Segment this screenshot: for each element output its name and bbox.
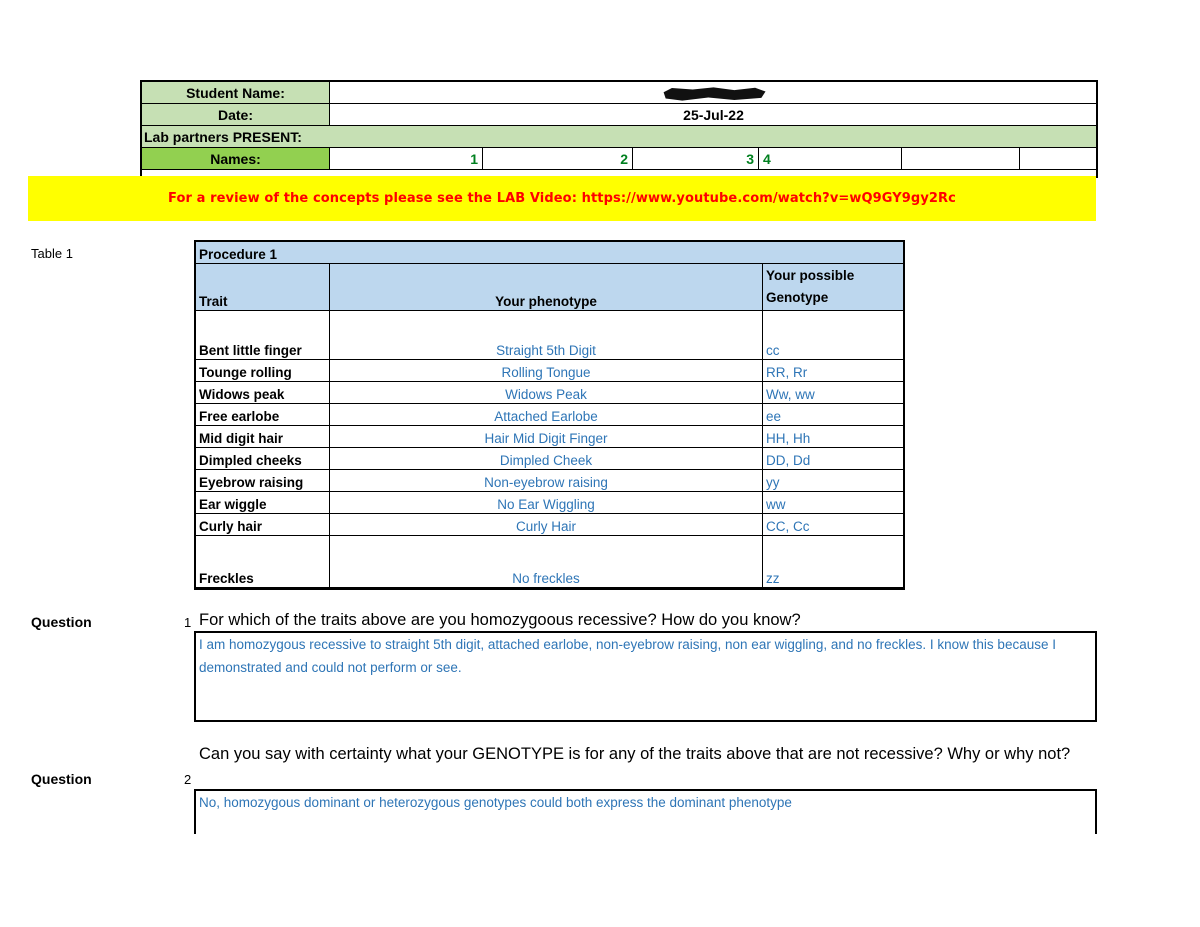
page-bottom-margin xyxy=(180,834,1120,927)
redacted-name xyxy=(662,87,766,101)
question-2-label: Question xyxy=(31,771,92,787)
genotype-cell[interactable]: DD, Dd xyxy=(763,448,904,470)
table-row xyxy=(196,514,904,536)
trait-cell: Mid digit hair xyxy=(196,426,330,448)
genotype-cell[interactable]: HH, Hh xyxy=(763,426,904,448)
phenotype-cell[interactable]: Dimpled Cheek xyxy=(330,448,763,470)
table-row xyxy=(196,382,904,404)
lab-partners-label: Lab partners PRESENT: xyxy=(142,126,1098,148)
table-row xyxy=(196,492,904,514)
trait-cell: Ear wiggle xyxy=(196,492,330,514)
genotype-cell[interactable]: ee xyxy=(763,404,904,426)
table-row xyxy=(196,426,904,448)
trait-cell: Freckles xyxy=(196,536,330,588)
question-1-answer[interactable]: I am homozygous recessive to straight 5th digit, attached earlobe, non-eyebrow raising, non ear wiggling, and no freckles. I know this because I demonstrated and could not perform or see. xyxy=(194,631,1097,722)
names-label: Names: xyxy=(142,148,330,170)
question-2-number: 2 xyxy=(184,772,192,787)
partner-slot-5[interactable] xyxy=(902,148,1020,170)
genotype-cell[interactable]: cc xyxy=(763,311,904,360)
video-banner xyxy=(28,176,1096,221)
date-field[interactable]: 25-Jul-22 xyxy=(330,104,1098,126)
trait-cell: Eyebrow raising xyxy=(196,470,330,492)
trait-cell: Curly hair xyxy=(196,514,330,536)
student-name-field[interactable] xyxy=(330,82,1098,104)
table-row xyxy=(196,470,904,492)
partner-slot-6[interactable] xyxy=(1020,148,1098,170)
date-row xyxy=(142,104,1098,126)
date-label: Date: xyxy=(142,104,330,126)
question-2-text: Can you say with certainty what your GENOTYPE is for any of the traits above that are not recessive? Why or why not? xyxy=(199,745,1071,763)
genotype-cell[interactable]: RR, Rr xyxy=(763,360,904,382)
student-name-label: Student Name: xyxy=(142,82,330,104)
col-header-phenotype: Your phenotype xyxy=(330,264,763,311)
genotype-cell[interactable]: CC, Cc xyxy=(763,514,904,536)
table-row xyxy=(196,404,904,426)
phenotype-cell[interactable]: Non-eyebrow raising xyxy=(330,470,763,492)
col-header-genotype: Your possible Genotype xyxy=(763,264,904,311)
trait-cell: Tounge rolling xyxy=(196,360,330,382)
procedure-table xyxy=(195,241,904,588)
procedure-title: Procedure 1 xyxy=(196,242,904,264)
phenotype-cell[interactable]: No Ear Wiggling xyxy=(330,492,763,514)
question-2-answer[interactable]: No, homozygous dominant or heterozygous genotypes could both express the dominant phenotype xyxy=(194,789,1097,849)
partner-slot-3[interactable]: 3 xyxy=(633,148,759,170)
trait-cell: Free earlobe xyxy=(196,404,330,426)
genotype-cell[interactable]: yy xyxy=(763,470,904,492)
names-row xyxy=(142,148,1098,170)
student-info-table xyxy=(141,81,1098,170)
phenotype-cell[interactable]: Hair Mid Digit Finger xyxy=(330,426,763,448)
genotype-cell[interactable]: ww xyxy=(763,492,904,514)
question-1-label: Question xyxy=(31,614,92,630)
question-1-text: For which of the traits above are you homozygoous recessive? How do you know? xyxy=(199,611,801,629)
trait-cell: Bent little finger xyxy=(196,311,330,360)
phenotype-cell[interactable]: Attached Earlobe xyxy=(330,404,763,426)
phenotype-cell[interactable]: No freckles xyxy=(330,536,763,588)
lab-partners-row xyxy=(142,126,1098,148)
phenotype-cell[interactable]: Widows Peak xyxy=(330,382,763,404)
genotype-cell[interactable]: Ww, ww xyxy=(763,382,904,404)
trait-cell: Widows peak xyxy=(196,382,330,404)
question-1-number: 1 xyxy=(184,615,192,630)
table-row xyxy=(196,448,904,470)
phenotype-cell[interactable]: Rolling Tongue xyxy=(330,360,763,382)
procedure-title-row xyxy=(196,242,904,264)
table-row xyxy=(196,360,904,382)
genotype-cell[interactable]: zz xyxy=(763,536,904,588)
table-1-label: Table 1 xyxy=(31,246,73,261)
partner-slot-1[interactable]: 1 xyxy=(330,148,483,170)
partner-slot-4[interactable]: 4 xyxy=(759,148,902,170)
procedure-header-row xyxy=(196,264,904,311)
partner-slot-2[interactable]: 2 xyxy=(483,148,633,170)
trait-cell: Dimpled cheeks xyxy=(196,448,330,470)
phenotype-cell[interactable]: Curly Hair xyxy=(330,514,763,536)
table-row xyxy=(196,536,904,588)
student-name-row xyxy=(142,82,1098,104)
table-row xyxy=(196,311,904,360)
col-header-trait: Trait xyxy=(196,264,330,311)
video-banner-text[interactable]: For a review of the concepts please see the LAB Video: https://www.youtube.com/watch?v=wQ9GY9gy2Rc xyxy=(168,191,956,206)
phenotype-cell[interactable]: Straight 5th Digit xyxy=(330,311,763,360)
